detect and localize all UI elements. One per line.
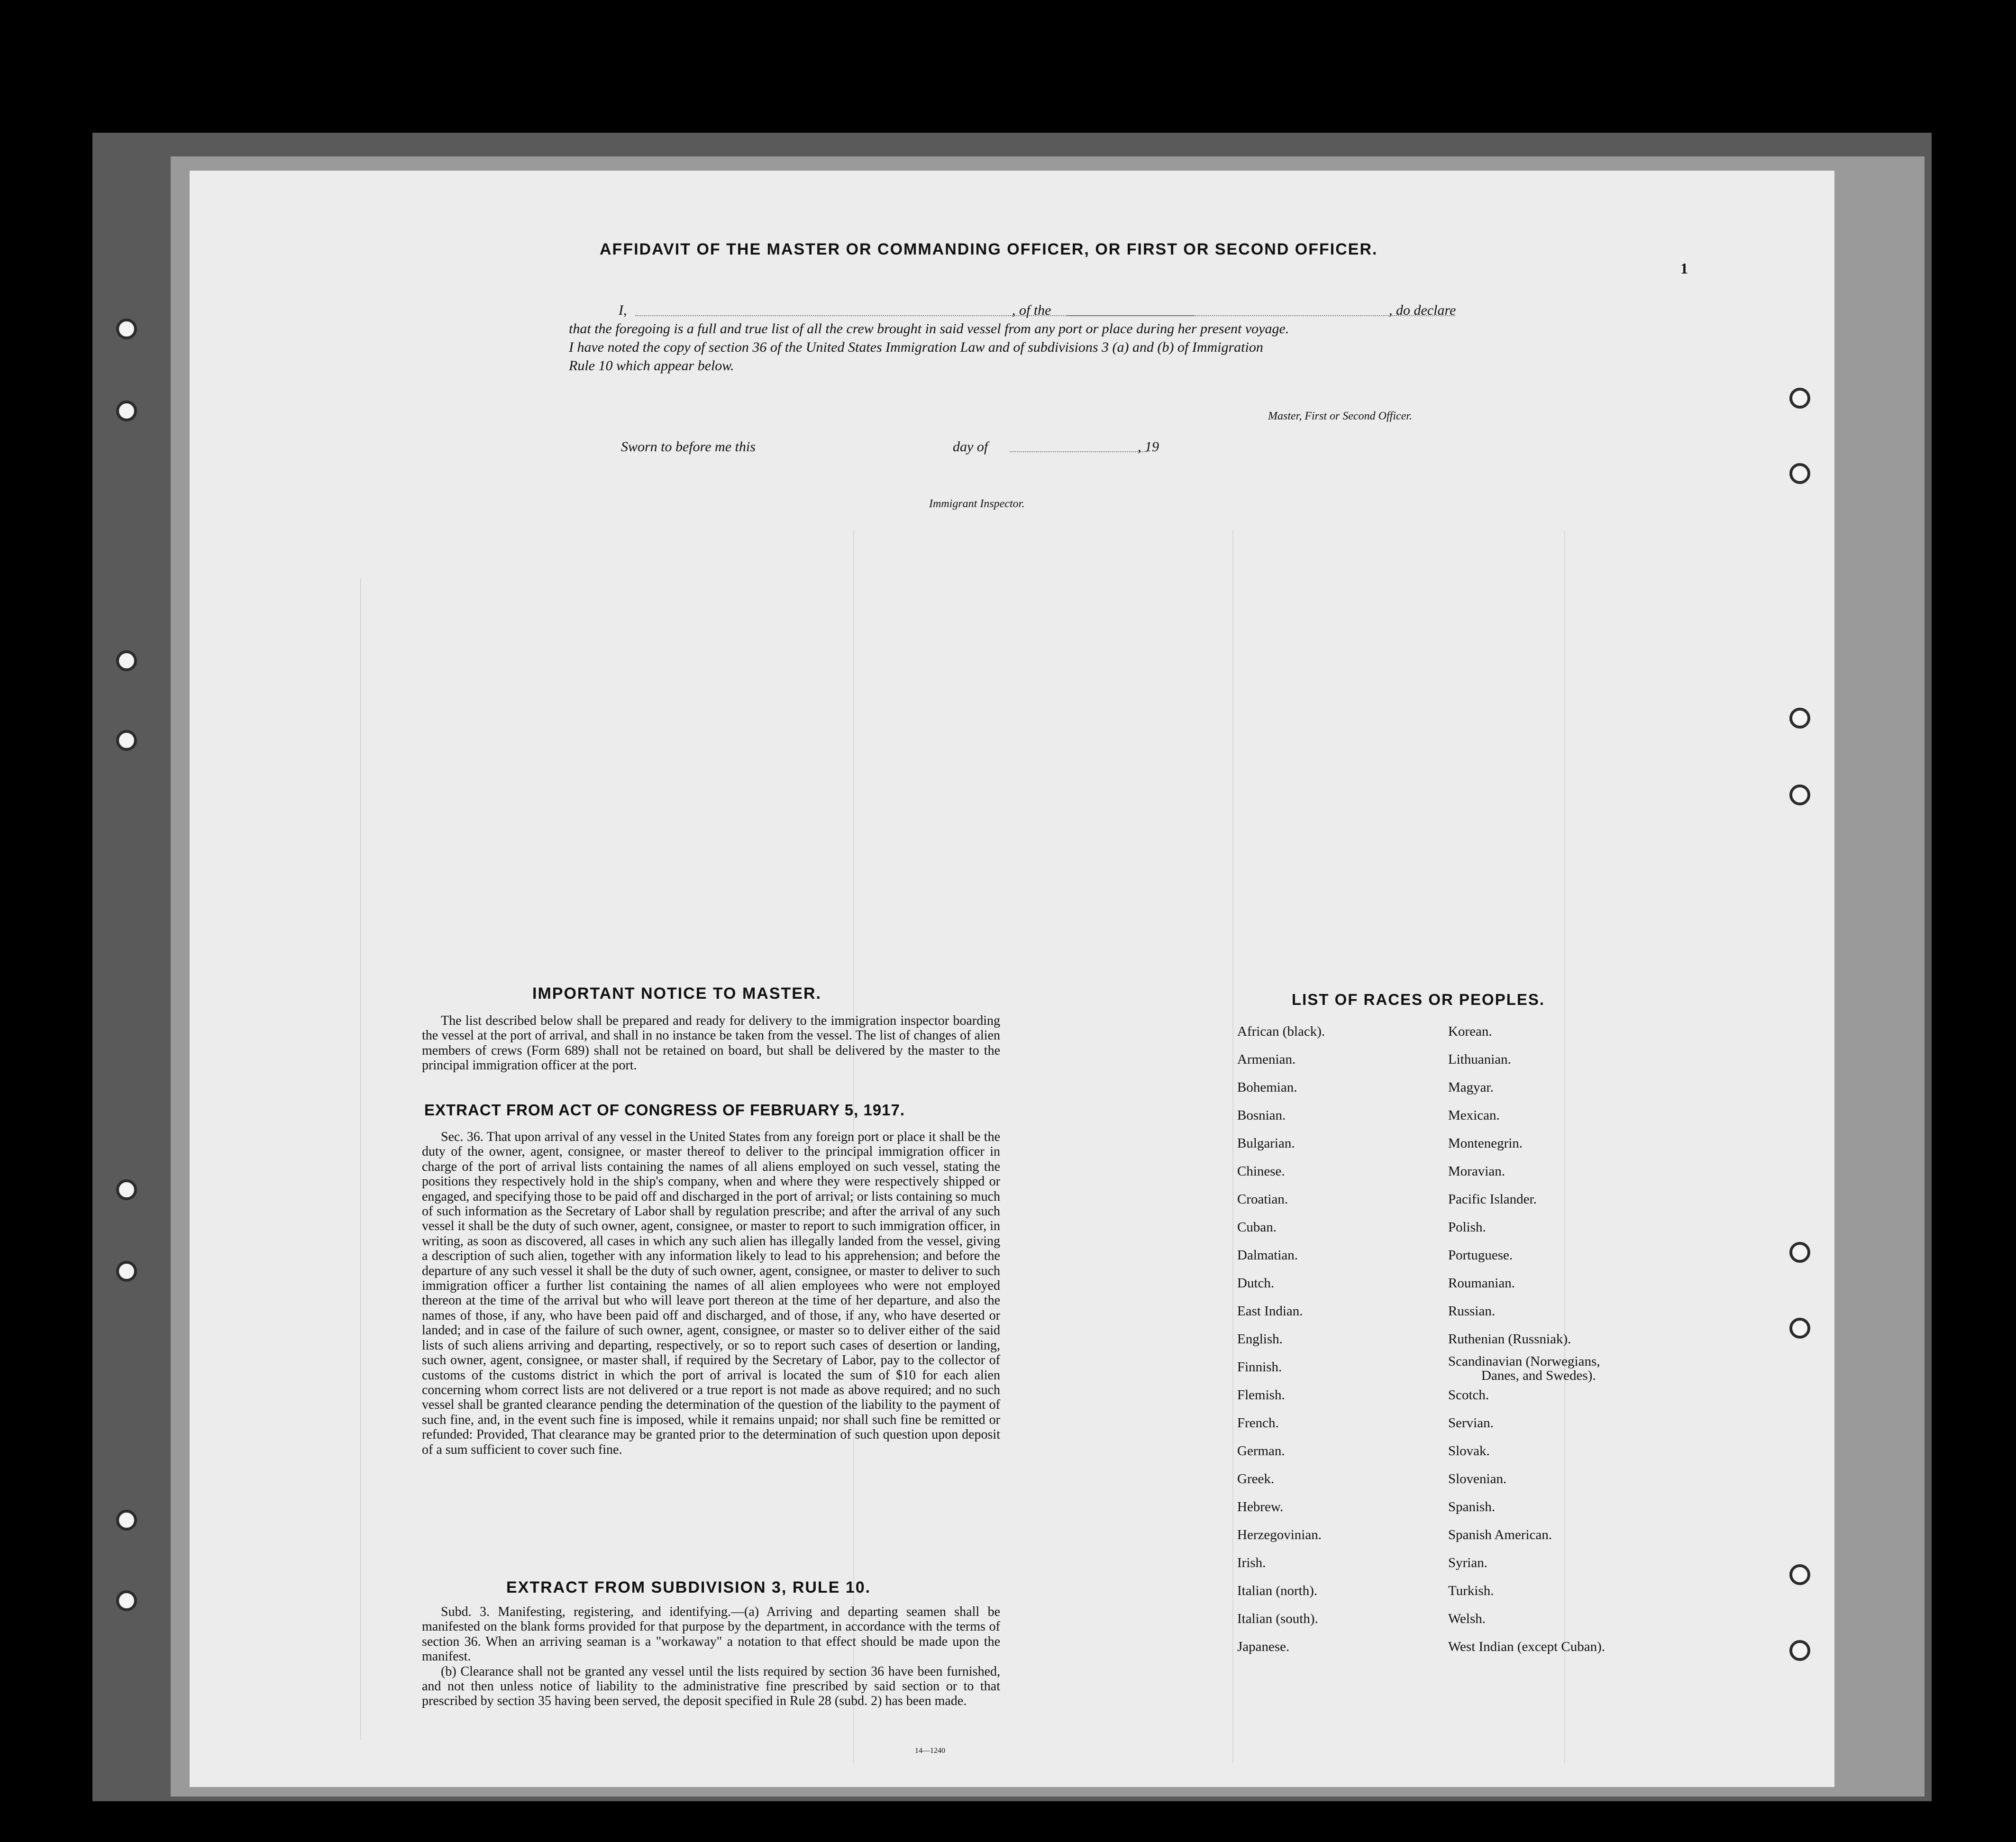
- binder-hole: [116, 650, 137, 671]
- races-title: LIST OF RACES OR PEOPLES.: [1292, 991, 1545, 1008]
- race-right: Lithuanian.: [1448, 1052, 1511, 1067]
- race-right: Danes, and Swedes).: [1481, 1368, 1596, 1383]
- extract-act-text: [422, 1130, 1000, 1457]
- binder-hole: [116, 319, 137, 339]
- month-blank: [1010, 451, 1147, 452]
- affidavit-line1-i: I,: [619, 302, 627, 318]
- race-left: Flemish.: [1237, 1387, 1285, 1403]
- binder-hole: [116, 1590, 137, 1611]
- binder-hole: [116, 730, 137, 751]
- race-left: English.: [1237, 1331, 1283, 1347]
- extract-act-title: EXTRACT FROM ACT OF CONGRESS OF FEBRUARY 5, 1917.: [424, 1101, 905, 1119]
- race-left: African (black).: [1237, 1024, 1325, 1039]
- race-left: Chinese.: [1237, 1164, 1285, 1179]
- notice-title: IMPORTANT NOTICE TO MASTER.: [532, 985, 821, 1003]
- inspector-signature-label: Immigrant Inspector.: [929, 498, 1025, 510]
- race-right: Russian.: [1448, 1304, 1496, 1319]
- section-36-paragraph: Sec. 36. That upon arrival of any vessel in the United States from any foreign port or place it shall be the duty of the owner, agent, consignee, or master thereof to deliver to the principal immigration officer in charge of the port of arrival lists containing the names of all aliens employed on such vessel, stating the positions they respectively hold in the ship's company, when and where they were respectively shipped or engaged, and specifying those to be paid off and discharged in the port of arrival; or lists containing so much of such information as the Secretary of Labor shall by regulation prescribe; and after the arrival of any such vessel it shall be the duty of such owner, agent, consignee, or master to report to such immigration officer, in writing, as soon as discovered, all cases in which any such alien has illegally landed from the vessel, giving a description of such alien, together with any information likely to lead to his apprehension; and before the departure of any such vessel it shall be the duty of such owner, agent, consignee, or master to deliver to such immigration officer a further list containing the names of all alien employees who were not employed thereon at the time of the arrival but who will leave port thereon at the time of her departure, and also the names of those, if any, who have been paid off and discharged, and of those, if any, who have deserted or landed; and in case of the failure of such owner, agent, consignee, or master so to deliver either of the said lists of such aliens arriving and departing, respectively, or so to report such cases of desertion or landing, such owner, agent, consignee, or master shall, if required by the Secretary of Labor, pay to the collector of customs of the customs district in which the port of arrival is located the sum of $10 for each alien concerning whom correct lists are not delivered or a true report is not made as above required; and no such vessel shall be granted clearance pending the determination of the question of the liability to the payment of such fine, and, in the event such fine is imposed, while it remains unpaid; nor shall such fine be remitted or refunded: Provided, That clearance may be granted prior to the determination of such question upon deposit of a sum sufficient to cover such fine.: [422, 1130, 1000, 1457]
- race-right: Welsh.: [1448, 1611, 1486, 1626]
- year-text: , 19: [1138, 439, 1159, 455]
- race-right: Servian.: [1448, 1415, 1494, 1431]
- binder-hole: [116, 1510, 137, 1531]
- binder-hole: [1789, 1242, 1810, 1263]
- race-right: Scotch.: [1448, 1387, 1489, 1403]
- affidavit-line2: that the foregoing is a full and true list of all the crew brought in said vessel from any port or place during her present voyage.: [569, 321, 1289, 337]
- race-left: German.: [1237, 1443, 1285, 1459]
- race-right: Slovak.: [1448, 1443, 1490, 1459]
- race-left: Bosnian.: [1237, 1108, 1286, 1123]
- race-left: Bulgarian.: [1237, 1136, 1295, 1151]
- race-right: Slovenian.: [1448, 1471, 1507, 1486]
- sworn-text: Sworn to before me this: [621, 439, 756, 455]
- rule-subdivision-a: Subd. 3. Manifesting, registering, and identifying.—(a) Arriving and departing seamen shall be manifested on the blank forms provided for that purpose by the department, in accordance with the terms of section 36. When an arriving seaman is a "workaway" a notation to that effect should be made upon the manifest.: [422, 1605, 1000, 1664]
- race-left: Armenian.: [1237, 1052, 1296, 1067]
- rule-subdivision-b: (b) Clearance shall not be granted any vessel until the lists required by section 36 have been furnished, and not then unless notice of liability to the administrative fine prescribed by said section or to that prescribed by section 35 having been served, the deposit specified in Rule 28 (subd. 2) has been made.: [422, 1664, 1000, 1709]
- race-right: Spanish.: [1448, 1499, 1496, 1514]
- race-left: Italian (south).: [1237, 1611, 1318, 1626]
- race-left: Dutch.: [1237, 1276, 1275, 1291]
- race-right: Spanish American.: [1448, 1527, 1552, 1542]
- extract-rule-title: EXTRACT FROM SUBDIVISION 3, RULE 10.: [506, 1578, 871, 1596]
- race-right: Korean.: [1448, 1024, 1492, 1039]
- race-right: Scandinavian (Norwegians,: [1448, 1354, 1600, 1369]
- binder-hole: [1789, 463, 1810, 484]
- binder-hole: [1789, 784, 1810, 805]
- race-right: Ruthenian (Russniak).: [1448, 1331, 1571, 1347]
- race-left: Greek.: [1237, 1471, 1275, 1486]
- race-left: Croatian.: [1237, 1192, 1288, 1207]
- race-right: Magyar.: [1448, 1080, 1494, 1095]
- binder-hole: [116, 1261, 137, 1282]
- binder-hole: [116, 1179, 137, 1200]
- master-signature-label: Master, First or Second Officer.: [1268, 410, 1412, 422]
- binder-hole: [1789, 1318, 1810, 1339]
- race-left: Bohemian.: [1237, 1080, 1297, 1095]
- race-right: West Indian (except Cuban).: [1448, 1639, 1606, 1654]
- affidavit-line4: Rule 10 which appear below.: [569, 358, 734, 374]
- race-right: Syrian.: [1448, 1555, 1487, 1570]
- race-left: Dalmatian.: [1237, 1248, 1298, 1263]
- extract-rule-text: [422, 1605, 1000, 1709]
- affidavit-line3: I have noted the copy of section 36 of the United States Immigration Law and of subdivisions 3 (a) and (b) of Immigration: [569, 339, 1263, 355]
- race-left: Cuban.: [1237, 1220, 1277, 1235]
- affidavit-page: [190, 171, 1834, 1787]
- affidavit-line1-of-the: , of the: [1012, 302, 1051, 318]
- binder-hole: [1789, 1640, 1810, 1661]
- binder-hole: [1789, 708, 1810, 729]
- affidavit-line1-declare: , do declare: [1389, 302, 1456, 318]
- race-left: Japanese.: [1237, 1639, 1290, 1654]
- race-left: Hebrew.: [1237, 1499, 1284, 1514]
- race-left: Irish.: [1237, 1555, 1266, 1570]
- race-right: Portuguese.: [1448, 1248, 1513, 1263]
- notice-paragraph: The list described below shall be prepared and ready for delivery to the immigration inspector boarding the vessel at the port of arrival, and shall in no instance be taken from the vessel. The list of changes of alien members of crews (Form 689) shall not be retained on board, but shall be delivered by the master to the principal immigration officer at the port.: [422, 1013, 1000, 1073]
- page-number: 1: [1680, 260, 1688, 277]
- race-right: Turkish.: [1448, 1583, 1494, 1598]
- race-right: Montenegrin.: [1448, 1136, 1523, 1151]
- race-left: East Indian.: [1237, 1304, 1303, 1319]
- binder-hole: [1789, 1564, 1810, 1585]
- binder-hole: [116, 401, 137, 421]
- race-right: Roumanian.: [1448, 1276, 1515, 1291]
- form-number: 14—1240: [915, 1747, 945, 1755]
- race-left: French.: [1237, 1415, 1279, 1431]
- race-left: Herzegovinian.: [1237, 1527, 1322, 1542]
- race-left: Italian (north).: [1237, 1583, 1318, 1598]
- race-left: Finnish.: [1237, 1359, 1282, 1375]
- race-right: Polish.: [1448, 1220, 1486, 1235]
- race-right: Mexican.: [1448, 1108, 1500, 1123]
- binder-hole: [1789, 388, 1810, 409]
- affidavit-title: AFFIDAVIT OF THE MASTER OR COMMANDING OFFICER, OR FIRST OR SECOND OFFICER.: [600, 240, 1378, 258]
- day-of-text: day of: [953, 439, 988, 455]
- notice-text: [422, 1013, 1000, 1073]
- race-right: Pacific Islander.: [1448, 1192, 1537, 1207]
- race-right: Moravian.: [1448, 1164, 1505, 1179]
